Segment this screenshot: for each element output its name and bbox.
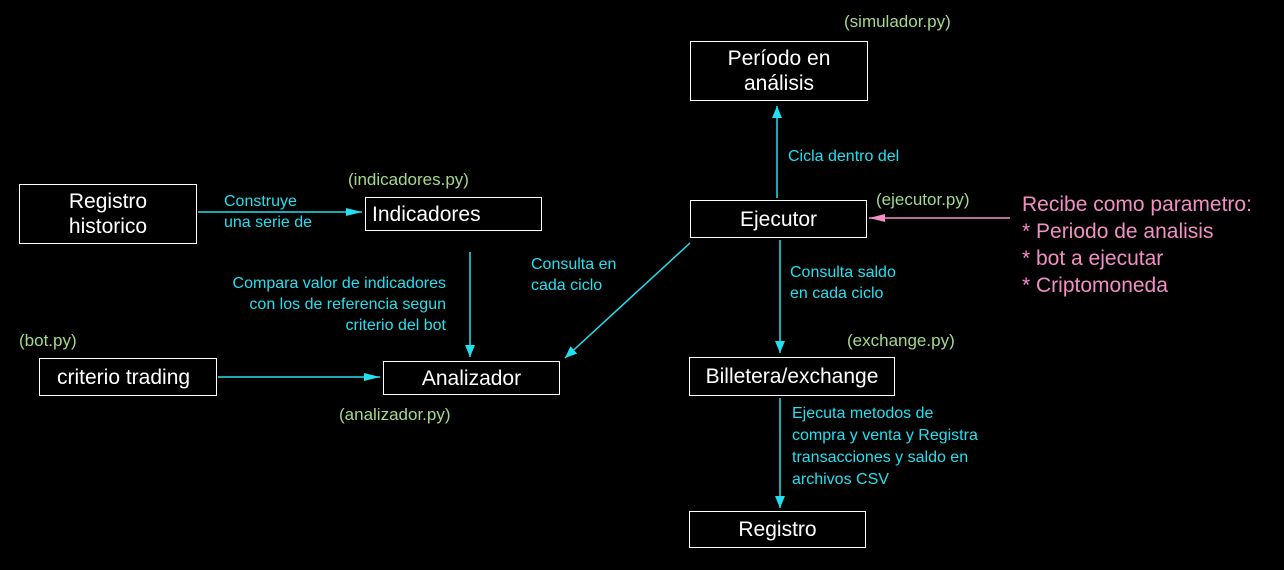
periodo-box xyxy=(690,41,868,101)
ejecuta-line3: transacciones y saldo en xyxy=(792,449,969,466)
billetera-label: Billetera/exchange xyxy=(705,365,879,388)
ejecutor-label: Ejecutor xyxy=(739,207,818,231)
indicadores-label: Indicadores xyxy=(372,202,481,226)
registro-historico-label-line2: historico xyxy=(68,215,148,238)
ejecuta-line2: compra y venta y Registra xyxy=(792,427,978,444)
consulta-ciclo-line2: cada ciclo xyxy=(531,277,603,294)
compara-label xyxy=(196,273,446,336)
ejecuta-label xyxy=(792,403,978,491)
note-item-cripto: * Criptomoneda xyxy=(1022,274,1168,297)
registro-historico-box xyxy=(19,184,197,244)
compara-line3: criterio del bot xyxy=(345,317,446,334)
cicla-label: Cicla dentro del xyxy=(788,148,900,165)
analizador-file-label: (analizador.py) xyxy=(339,405,451,424)
parameter-note xyxy=(1022,191,1252,299)
compara-line2: con los de referencia segun xyxy=(249,296,446,313)
periodo-label-line1: Período en xyxy=(727,47,831,70)
construye-line2: una serie de xyxy=(224,214,313,231)
bot-file-label: (bot.py) xyxy=(19,331,77,350)
analizador-box xyxy=(383,361,560,395)
registro-label: Registro xyxy=(738,518,817,541)
billetera-box xyxy=(689,357,895,396)
note-item-bot: * bot a ejecutar xyxy=(1022,247,1164,270)
indicadores-file-label: (indicadores.py) xyxy=(348,170,469,189)
consulta-saldo-line2: en cada ciclo xyxy=(790,285,884,302)
registro-historico-label-line1: Registro xyxy=(68,190,148,213)
ejecutor-box xyxy=(690,200,867,238)
analizador-label: Analizador xyxy=(421,366,522,390)
consulta-ciclo-label xyxy=(531,254,616,296)
note-item-periodo: * Periodo de analisis xyxy=(1022,220,1214,243)
consulta-saldo-label xyxy=(790,262,896,304)
consulta-saldo-line1: Consulta saldo xyxy=(790,264,896,281)
consulta-ciclo-line1: Consulta en xyxy=(531,256,617,273)
ejecuta-line4: archivos CSV xyxy=(792,471,889,488)
note-title: Recibe como parametro: xyxy=(1022,193,1252,216)
indicadores-box xyxy=(365,197,542,231)
construye-label xyxy=(224,191,312,233)
criterio-trading-box xyxy=(39,358,217,396)
criterio-trading-label: criterio trading xyxy=(57,365,191,389)
ejecutor-file-label: (ejecutor.py) xyxy=(876,190,970,209)
exchange-file-label: (exchange.py) xyxy=(847,331,955,350)
registro-box xyxy=(689,511,866,548)
simulador-file-label: (simulador.py) xyxy=(844,12,951,31)
periodo-label-line2: análisis xyxy=(743,72,815,95)
construye-line1: Construye xyxy=(224,193,297,210)
ejecuta-line1: Ejecuta metodos de xyxy=(792,405,934,422)
compara-line1: Compara valor de indicadores xyxy=(232,275,446,292)
